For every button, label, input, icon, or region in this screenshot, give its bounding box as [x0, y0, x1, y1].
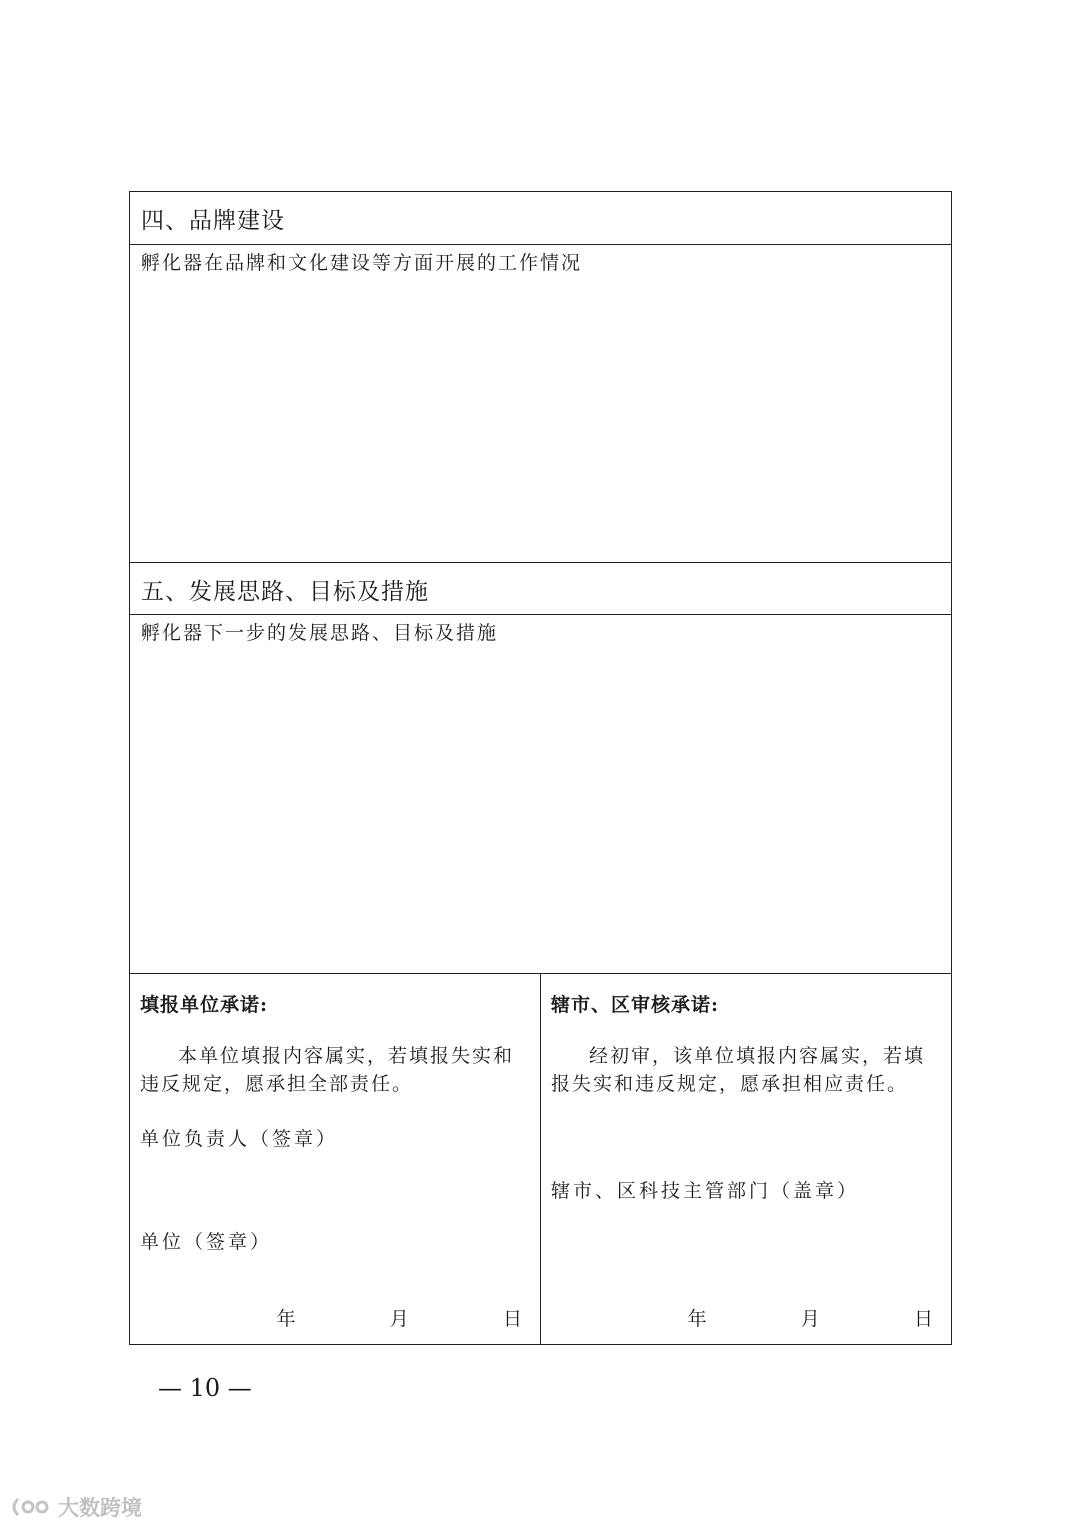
brand-logo-icon	[8, 1495, 54, 1519]
reporting-unit-pledge	[130, 974, 541, 1344]
section-brand-heading-row	[130, 192, 951, 244]
section-heading: 四、品牌建设	[141, 208, 285, 234]
page-number: — 10 —	[158, 1374, 252, 1402]
pledge-row	[130, 973, 951, 1344]
date-year: 年	[276, 1308, 302, 1330]
department-seal-label: 辖市、区科技主管部门（盖章）	[551, 1180, 860, 1202]
date-year: 年	[687, 1308, 713, 1330]
date-line	[277, 1304, 528, 1331]
date-month: 月	[389, 1308, 415, 1330]
unit-head-signature-label: 单位负责人（签章）	[140, 1128, 339, 1150]
section-development-body	[130, 614, 951, 973]
section-description: 孵化器下一步的发展思路、目标及措施	[141, 622, 499, 644]
pledge-text: 本单位填报内容属实，若填报失实和违反规定，愿承担全部责任。	[140, 1045, 515, 1095]
watermark-text: 大数跨境	[58, 1496, 142, 1520]
date-month: 月	[800, 1308, 826, 1330]
date-line	[688, 1304, 939, 1331]
date-day: 日	[502, 1308, 528, 1330]
unit-seal-label: 单位（签章）	[140, 1231, 273, 1253]
district-review-pledge	[541, 974, 951, 1344]
pledge-title: 填报单位承诺:	[140, 994, 269, 1016]
date-day: 日	[913, 1308, 939, 1330]
pledge-text: 经初审，该单位填报内容属实，若填报失实和违反规定，愿承担相应责任。	[551, 1045, 926, 1095]
section-description: 孵化器在品牌和文化建设等方面开展的工作情况	[141, 252, 583, 274]
section-brand-body	[130, 244, 951, 562]
pledge-title: 辖市、区审核承诺:	[551, 994, 720, 1016]
section-development-heading-row	[130, 562, 951, 614]
section-heading: 五、发展思路、目标及措施	[141, 579, 429, 605]
form-table	[129, 191, 952, 1345]
watermark	[8, 1493, 142, 1521]
